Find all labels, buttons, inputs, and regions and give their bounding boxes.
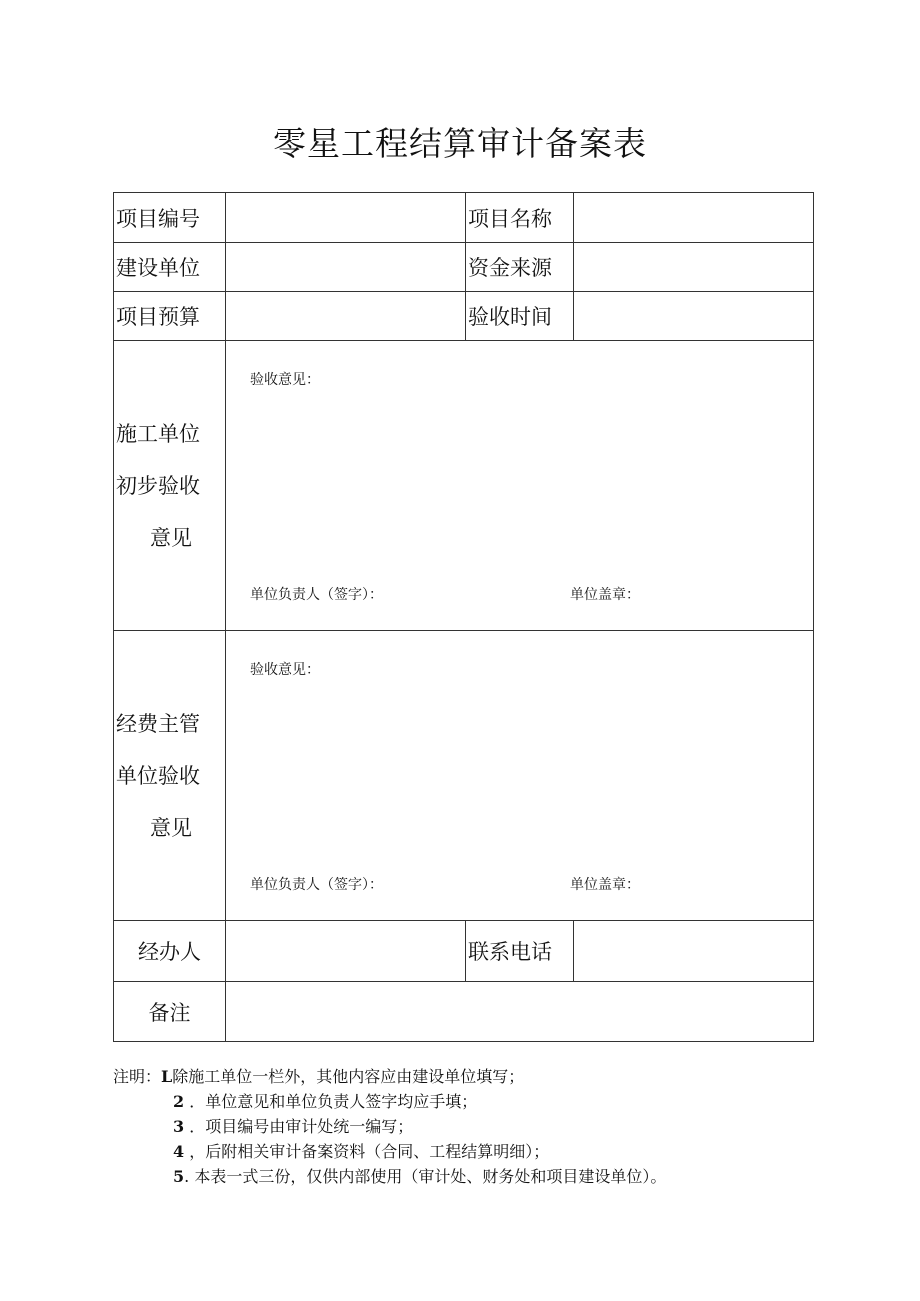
note-number: 2: [173, 1092, 185, 1111]
handler-label: 经办人: [114, 921, 226, 982]
row-handler: [114, 921, 814, 982]
note-item: [113, 1064, 666, 1089]
contractor-seal-label: 单位盖章：: [570, 587, 640, 603]
contractor-label-line-2: 初步验收: [116, 473, 200, 498]
handler-field[interactable]: [226, 921, 466, 982]
project-no-label: 项目编号: [114, 193, 226, 243]
note-item: [113, 1114, 666, 1139]
acceptance-time-field[interactable]: [574, 292, 814, 341]
notes: [113, 1064, 666, 1189]
funding-label-line-3: 意见: [150, 815, 192, 840]
notes-prefix: 注明：: [113, 1067, 162, 1086]
builder-field[interactable]: [226, 243, 466, 292]
funding-label-line-1: 经费主管: [116, 711, 200, 736]
note-number: 5: [173, 1167, 185, 1186]
project-name-label: 项目名称: [466, 193, 574, 243]
note-text: ．项目编号由审计处统一编写；: [189, 1117, 414, 1136]
acceptance-time-label: 验收时间: [466, 292, 574, 341]
note-number: 3: [173, 1117, 185, 1136]
fund-source-label: 资金来源: [466, 243, 574, 292]
funding-opinion-area[interactable]: [226, 631, 814, 921]
funding-signer-label: 单位负责人（签字）：: [250, 877, 383, 893]
note-number: 4: [173, 1142, 185, 1161]
note-number: L: [161, 1067, 173, 1086]
project-name-field[interactable]: [574, 193, 814, 243]
row-budget: [114, 292, 814, 341]
phone-field[interactable]: [574, 921, 814, 982]
row-project-no: [114, 193, 814, 243]
note-text: ，后附相关审计备案资料（合同、工程结算明细）；: [189, 1142, 550, 1161]
note-text: ．单位意见和单位负责人签字均应手填；: [189, 1092, 478, 1111]
row-funding-opinion: [114, 631, 814, 921]
filing-form-table: [113, 192, 814, 1042]
phone-label: 联系电话: [466, 921, 574, 982]
note-item: [113, 1139, 666, 1164]
note-text: . 本表一式三份，仅供内部使用（审计处、财务处和项目建设单位）。: [184, 1167, 667, 1186]
contractor-opinion-heading: 验收意见：: [250, 372, 320, 388]
budget-field[interactable]: [226, 292, 466, 341]
funding-opinion-heading: 验收意见：: [250, 662, 320, 678]
contractor-opinion-area[interactable]: [226, 341, 814, 631]
funding-opinion-label: [114, 631, 226, 921]
row-builder: [114, 243, 814, 292]
contractor-label-line-1: 施工单位: [116, 421, 200, 446]
note-item: [113, 1164, 666, 1189]
page-title: 零星工程结算审计备案表: [273, 124, 647, 163]
note-text: 除施工单位一栏外，其他内容应由建设单位填写；: [172, 1067, 525, 1086]
remarks-field[interactable]: [226, 982, 814, 1042]
budget-label: 项目预算: [114, 292, 226, 341]
note-item: [113, 1089, 666, 1114]
contractor-signer-label: 单位负责人（签字）：: [250, 587, 383, 603]
contractor-label-line-3: 意见: [150, 525, 192, 550]
row-contractor-opinion: [114, 341, 814, 631]
funding-label-line-2: 单位验收: [116, 763, 200, 788]
fund-source-field[interactable]: [574, 243, 814, 292]
contractor-opinion-label: [114, 341, 226, 631]
builder-label: 建设单位: [114, 243, 226, 292]
row-remarks: [114, 982, 814, 1042]
project-no-field[interactable]: [226, 193, 466, 243]
funding-seal-label: 单位盖章：: [570, 877, 640, 893]
remarks-label: 备注: [114, 982, 226, 1042]
